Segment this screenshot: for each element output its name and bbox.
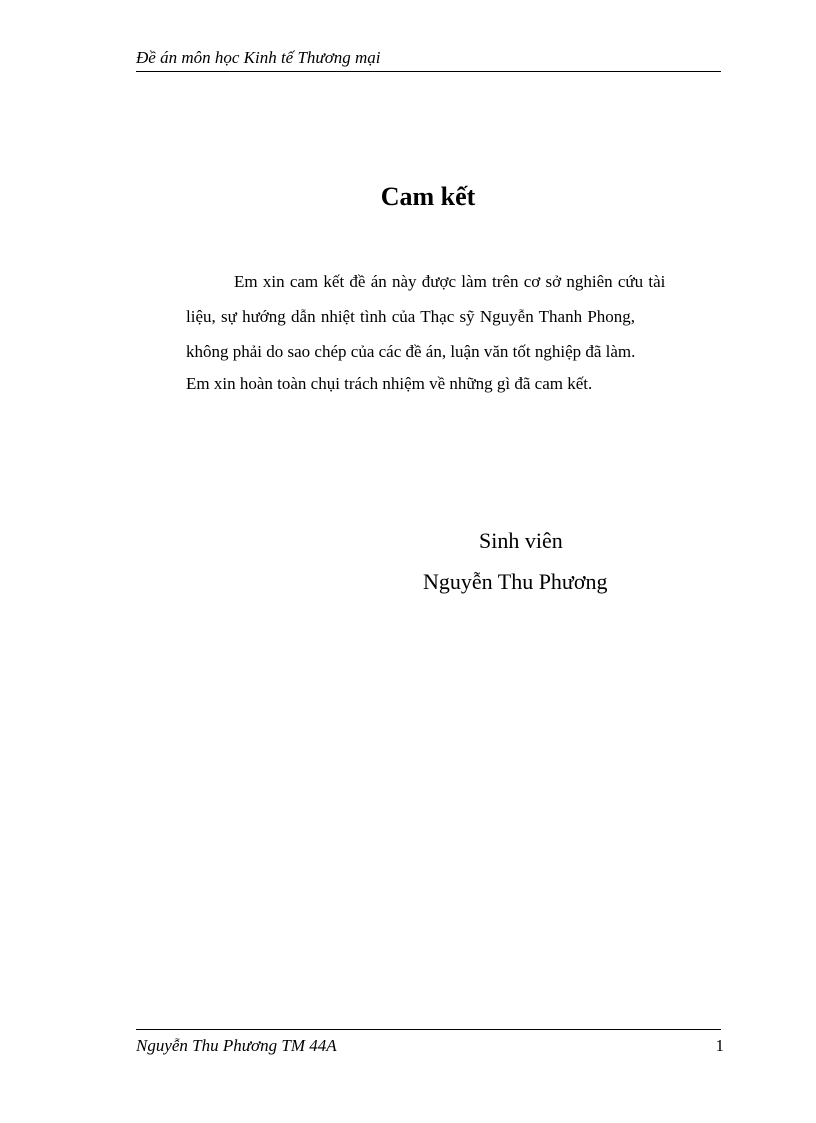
paragraph-line: Em xin cam kết đề án này được làm trên cơ sở nghiên cứu tài bbox=[234, 272, 666, 291]
page-number: 1 bbox=[715, 1036, 724, 1055]
signature-name: Nguyễn Thu Phương bbox=[423, 569, 608, 594]
header-title: Đề án môn học Kinh tế Thương mại bbox=[136, 48, 381, 67]
footer-author: Nguyễn Thu Phương TM 44A bbox=[136, 1036, 337, 1055]
signature-role: Sinh viên bbox=[479, 528, 563, 553]
paragraph-line: không phải do sao chép của các đề án, luận văn tốt nghiệp đã làm. bbox=[186, 342, 636, 361]
paragraph-line: Em xin hoàn toàn chụi trách nhiệm về những gì đã cam kết. bbox=[186, 374, 593, 393]
paragraph-line: liệu, sự hướng dẫn nhiệt tình của Thạc sỹ Nguyễn Thanh Phong, bbox=[186, 307, 636, 326]
header-divider bbox=[136, 71, 721, 72]
footer-divider bbox=[136, 1029, 721, 1030]
document-title: Cam kết bbox=[380, 182, 476, 211]
